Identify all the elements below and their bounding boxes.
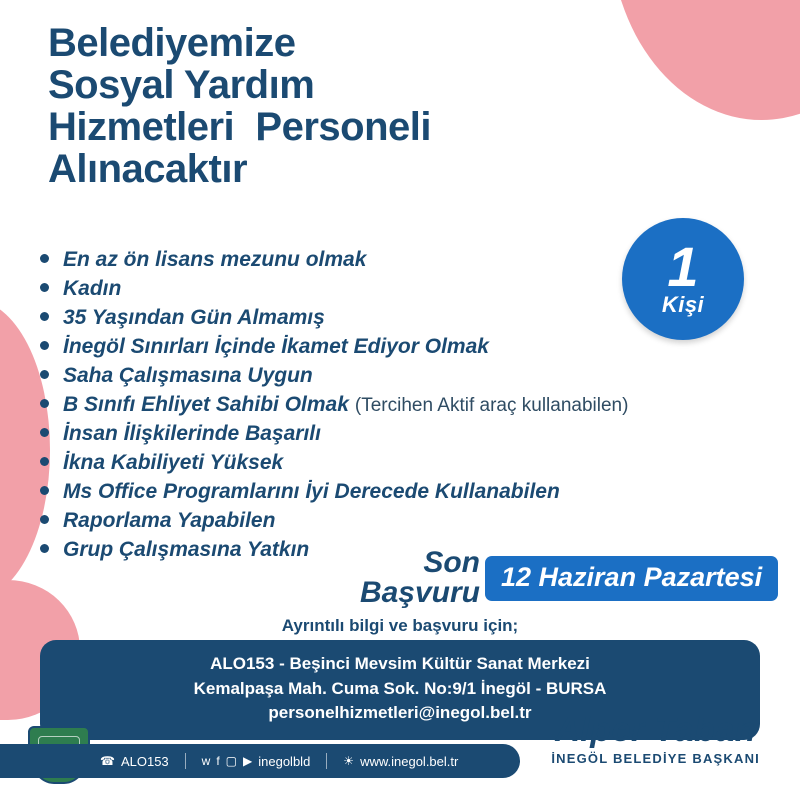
bullet-dot-icon <box>40 515 49 524</box>
bullet-dot-icon <box>40 312 49 321</box>
info-lead-text: Ayrıntılı bilgi ve başvuru için; <box>281 616 519 635</box>
requirement-text: İnsan İlişkilerinde Başarılı <box>63 422 321 445</box>
bullet-dot-icon <box>40 370 49 379</box>
footer-phone <box>100 754 169 769</box>
bullet-dot-icon <box>40 428 49 437</box>
bullet-dot-icon <box>40 341 49 350</box>
requirement-text: B Sınıfı Ehliyet Sahibi Olmak <box>63 393 349 416</box>
list-item <box>40 393 760 417</box>
list-item <box>40 306 760 330</box>
title-line-4: Alınacaktır <box>48 147 248 191</box>
requirement-text: Ms Office Programlarını İyi Derecede Kullanabilen <box>63 480 560 503</box>
footer-social <box>202 754 311 769</box>
list-item <box>40 451 760 475</box>
globe-icon: ☀ <box>343 754 355 768</box>
bullet-dot-icon <box>40 254 49 263</box>
badge-number: 1 <box>667 235 699 299</box>
contact-line-1: ALO153 - Beşinci Mevsim Kültür Sanat Merkezi <box>210 654 590 673</box>
mayor-name: Alper Taban <box>555 711 757 749</box>
page-title <box>48 22 688 190</box>
deadline-date-badge: 12 Haziran Pazartesi <box>485 556 778 601</box>
list-item <box>40 509 760 533</box>
list-item <box>40 422 760 446</box>
requirement-text: Kadın <box>63 277 122 300</box>
footer-contact-bar <box>0 744 520 778</box>
deadline-label-line-1: Son <box>423 546 480 579</box>
bullet-dot-icon <box>40 283 49 292</box>
contact-email: personelhizmetleri@inegol.bel.tr <box>268 703 532 723</box>
requirement-text: İnegöl Sınırları İçinde İkamet Ediyor Olmak <box>63 335 489 358</box>
list-item <box>40 248 760 272</box>
youtube-icon: ▶ <box>243 754 253 768</box>
title-line-3: Hizmetleri Personeli <box>48 105 431 149</box>
deadline-label-line-2: Başvuru <box>359 576 480 609</box>
requirement-text: 35 Yaşından Gün Almamış <box>63 306 325 329</box>
bullet-dot-icon <box>40 486 49 495</box>
phone-icon: ☎ <box>100 754 115 768</box>
list-item <box>40 335 760 359</box>
footer-website <box>343 754 458 769</box>
mayor-signature <box>551 713 760 766</box>
requirement-text: Saha Çalışmasına Uygun <box>63 364 313 387</box>
list-item <box>40 277 760 301</box>
footer-divider <box>185 753 186 769</box>
footer-social-handle: inegolbld <box>258 753 311 769</box>
footer-website-label: www.inegol.bel.tr <box>360 753 459 769</box>
deadline-label <box>310 548 480 608</box>
mayor-role: İNEGÖL BELEDİYE BAŞKANI <box>551 751 760 766</box>
badge-label: Kişi <box>661 291 705 317</box>
requirement-note: (Tercihen Aktif araç kullanabilen) <box>354 395 629 416</box>
requirement-text: Grup Çalışmasına Yatkın <box>63 538 310 561</box>
contact-line-2: Kemalpaşa Mah. Cuma Sok. No:9/1 İnegöl - BURSA <box>193 678 607 698</box>
instagram-icon: ▢ <box>225 754 238 768</box>
bullet-dot-icon <box>40 399 49 408</box>
requirements-list <box>40 248 760 567</box>
footer-phone-label: ALO153 <box>120 753 169 769</box>
twitter-icon: w <box>201 754 211 768</box>
list-item <box>40 364 760 388</box>
requirement-text: İkna Kabiliyeti Yüksek <box>63 451 284 474</box>
list-item <box>40 480 760 504</box>
requirement-text: En az ön lisans mezunu olmak <box>63 248 367 271</box>
title-line-1: Belediyemize <box>48 21 296 65</box>
title-line-2: Sosyal Yardım <box>48 63 315 107</box>
facebook-icon: f <box>216 754 220 768</box>
footer-divider <box>326 753 327 769</box>
bullet-dot-icon <box>40 544 49 553</box>
bullet-dot-icon <box>40 457 49 466</box>
requirement-text: Raporlama Yapabilen <box>63 509 276 532</box>
